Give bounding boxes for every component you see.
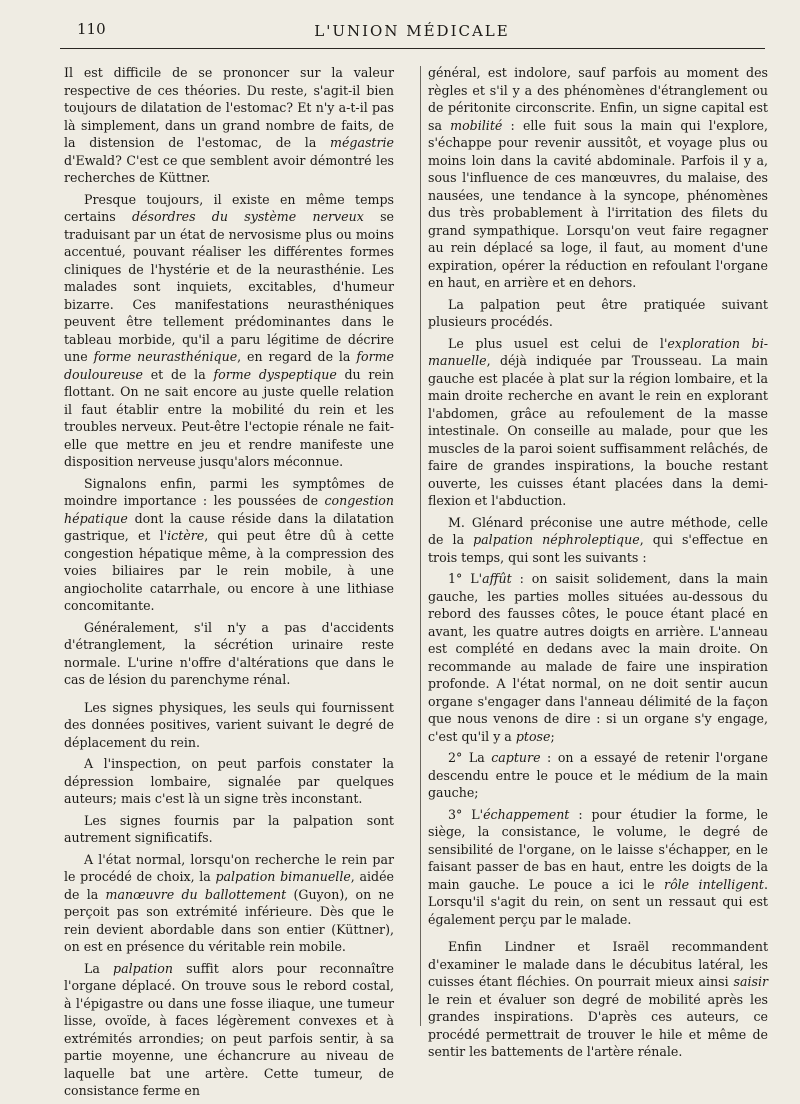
italic-term: mobilité [450,117,503,133]
italic-term: échappement [483,806,570,822]
journal-title: L'UNION MÉDICALE [314,22,510,40]
italic-term: palpation néphroleptique [473,532,640,547]
text-run: M. Glénard préconise une autre méthode, celle de la [428,514,768,547]
italic-term: ictère [167,528,205,543]
italic-term: forme douloureuse [64,349,394,382]
text-run: 3° L' [448,806,484,822]
text-run: et de la [142,366,214,382]
text-run: , qui s'effectue en trois temps, qui sont les suivants : [428,532,768,565]
text-run: , qui peut être dû à cette congestion hépatique même, à la compression des voies biliaires par le rein mobile, à une angiocholite catarrhale, ou encore à une lithiase concomitante. [64,528,394,613]
text-run: Presque toujours, il existe en même temps certains [64,191,394,224]
text-run: (Guyon), on ne perçoit pas son extrémité inférieure. Dès que le rein devient abordable dans son entier (Küttner), on est en présence du véritable rein mobile. [64,886,394,954]
right-column [428,64,768,1065]
text-run: Généralement, s'il n'y a pas d'accidents d'étranglement, la sécrétion urinaire reste normale. L'urine n'offre d'altérations que dans le cas de lésion du parenchyme rénal. [64,619,394,687]
running-header [62,18,762,44]
paragraph [64,64,394,187]
italic-term: ptose [515,728,551,744]
paragraph [428,296,768,331]
text-run: 2° La [448,750,492,765]
paragraph [64,619,394,689]
column-divider [420,66,421,1026]
paragraph [64,191,394,471]
italic-term: manœuvre du ballottement [105,886,287,902]
text-run: se traduisant par un état de nervosisme plus ou moins accentué, pouvant réaliser les différentes formes cliniques de l'hystérie et de la neurasthénie. Les malades sont inquiets, excitables, d'humeur bizarre. Ces manifestations neurasthéniques peuvent être tellement prédominantes dans le tableau morbide, qu'il a paru légitime de décrire une [64,209,395,364]
text-run: suffit alors pour reconnaître l'organe déplacé. On trouve sous le rebord costal, à l'épigastre ou dans une fosse iliaque, une tumeur lisse, ovoïde, à faces légèrement convexes et à extrémités arrondies; on peut parfois sentir, à sa partie moyenne, une échancrure au niveau de laquelle bat une artère. Cette tumeur, de consistance ferme en [64,960,394,1098]
paragraph [64,475,394,615]
text-run: , déjà indiquée par Trousseau. La main gauche est placée à plat sur la région lombaire, et la main droite recherche en avant le rein en explorant l'abdomen, grâce au refoulement de la masse intestinale. On conseille au malade, pour que les muscles de la paroi soient suffisamment relâchés, de faire de grandes inspirations, la bouche restant ouverte, les cuisses étant placées dans la demi-flexion et l'abduction. [428,353,768,508]
italic-term: forme dyspeptique [213,366,337,382]
italic-term: rôle intelligent [664,876,764,892]
italic-term: saisir [733,974,768,989]
text-run: La palpation peut être pratiquée suivant plusieurs procédés. [428,296,768,329]
text-run: La [84,960,114,976]
italic-term: affût [482,571,512,586]
italic-term: désordres du système nerveux [131,209,364,224]
text-run: A l'état normal, lorsqu'on recherche le rein par le procédé de choix, la [64,851,394,884]
text-run: , en regard de la [237,349,357,364]
text-run: : on saisit solidement, dans la main gauche, les parties molles situées au-dessous du rebord des fausses côtes, le pouce étant placé en avant, les quatre autres doigts en arrière. L'anneau est complété en dedans avec la main droite. On recommande au malade de faire une inspiration profonde. A l'état normal, on ne doit sentir aucun organe s'engager dans l'anneau délimité de la façon que nous venons de dire : si un organe s'y engage, c'est qu'il y a [428,571,769,744]
paragraph [64,851,394,956]
text-run: , aidée de la [64,869,394,902]
text-run: Signalons enfin, parmi les symptômes de moindre importance : les poussées de [64,475,394,508]
paragraph [64,812,394,847]
paragraph [428,514,768,567]
text-run: Les signes physiques, les seuls qui fournissent des données positives, varient suivant le degré de déplacement du rein. [64,699,394,750]
header-rule [60,48,765,49]
text-run: général, est indolore, sauf parfois au moment des règles et s'il y a des phénomènes d'étranglement ou de péritonite circonscrite. Enfin, un signe capital est sa [428,65,768,133]
italic-term: palpation bimanuelle [215,869,351,884]
paragraph [428,749,768,802]
text-run: A l'inspection, on peut parfois constater la dépression lombaire, signalée par quelques auteurs; mais c'est là un signe très inconstant. [64,756,394,806]
paragraph [64,699,394,752]
text-run: ; [550,728,555,744]
paragraph [428,64,768,292]
text-run: Le plus usuel est celui de l' [448,335,668,351]
page-number: 110 [77,20,106,38]
text-run: : on a essayé de retenir l'organe descendu entre le pouce et le médium de la main gauche; [428,750,769,800]
paragraph [64,755,394,808]
paragraph [428,335,768,510]
italic-term: capture [491,750,541,765]
text-run: : pour étudier la forme, le siège, la consistance, le volume, le degré de sensibilité de l'organe, on le laisse s'échapper, en le faisant passer de bas en haut, entre les doigts de la main gauche. Le pouce a ici le [428,806,768,892]
text-run: 1° L' [448,571,483,586]
text-run: Enfin Lindner et Israël recommandent d'examiner le malade dans le décubitus latéral, les cuisses étant fléchies. On pourrait mieux ainsi [428,939,768,989]
italic-term: forme neurasthénique [93,349,238,364]
text-run: dont la cause réside dans la dilatation gastrique, et l' [64,510,394,543]
paragraph [428,806,768,929]
italic-term: congestion hépatique [64,493,394,526]
left-column [64,64,394,1104]
text-run: Les signes fournis par la palpation sont autrement significatifs. [64,812,394,845]
italic-term: palpation [113,960,173,976]
text-run: : elle fuit sous la main qui l'explore, s'échappe pour revenir aussitôt, et voyage plus ou moins loin dans la cavité abdominale. Parfois il y a, sous l'influence de ces manœuvres, du malaise, des nausées, une tendance à la syncope, phénomènes dus très probablement à l'irritation des filets du grand sympathique. Lorsqu'on veut faire regagner au rein déplacé sa loge, il faut, au moment d'une expiration, opérer la réduction en refoulant l'organe en haut, en arrière et en dehors. [428,117,768,290]
text-run: d'Ewald? C'est ce que semblent avoir démontré les recherches de Küttner. [64,152,394,185]
italic-term: exploration bi-manuelle [428,335,768,368]
text-run: . Lorsqu'il s'agit du rein, on sent un ressaut qui est également perçu par le malade. [428,876,768,927]
text-run: le rein et évaluer son degré de mobilité après les grandes inspirations. D'après ces auteurs, ce procédé permettrait de trouver le hile et même de sentir les battements de l'artère rénale. [428,991,768,1059]
paragraph [428,938,768,1061]
italic-term: mégastrie [330,135,394,150]
paragraph [428,570,768,745]
text-run: du rein flottant. On ne sait encore au juste quelle relation il faut établir entre la mobilité du rein et les troubles nerveux. Peut-être l'ectopie rénale ne fait-elle que mettre en jeu et rendre manifeste une disposition nerveuse jusqu'alors méconnue. [64,366,394,469]
text-run: Il est difficile de se prononcer sur la valeur respective de ces théories. Du reste, s'agit-il bien toujours de dilatation de l'estomac? Et n'y a-t-il pas là simplement, dans un grand nombre de faits, de la distension de l'estomac, de la [64,65,394,150]
